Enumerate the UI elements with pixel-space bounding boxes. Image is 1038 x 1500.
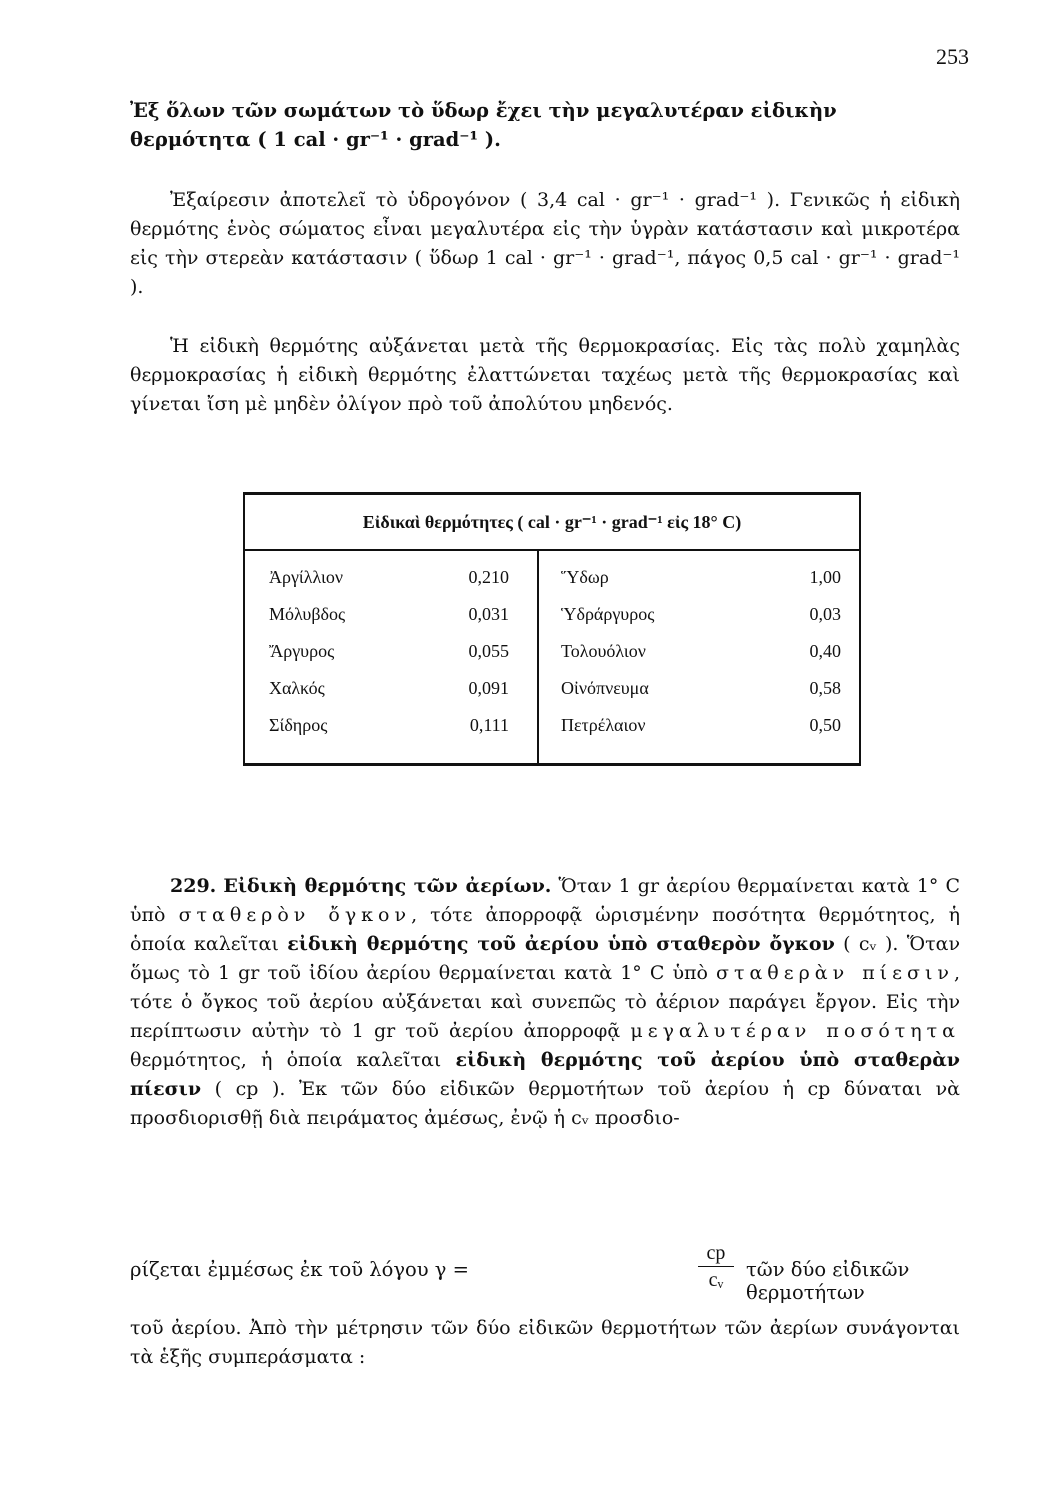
formula-after-text: τῶν δύο εἰδικῶν θερμοτήτων xyxy=(746,1258,910,1304)
substance-value: 0,210 xyxy=(468,567,509,587)
section-229-paragraph xyxy=(130,872,960,1133)
substance-value: 0,50 xyxy=(809,715,841,735)
substance-name: Σίδηρος xyxy=(269,715,328,735)
substance-value: 0,111 xyxy=(469,715,509,735)
bold-term: εἰδικὴ θερμότης τοῦ ἀερίου ὑπὸ σταθερὸν ὄγκον xyxy=(287,933,835,955)
spaced-term: σταθερὰν πίεσιν xyxy=(715,962,954,984)
section-text: ( cp ). Ἐκ τῶν δύο εἰδικῶν θερμοτήτων τοῦ ἀερίου ἡ cp δύναται νὰ προσδιορισθῇ διὰ πειράματος ἀμέσως, ἐνῷ ἡ cᵥ προσδιο- xyxy=(130,1078,960,1129)
intro-paragraph: Ἐξ ὅλων τῶν σωμάτων τὸ ὕδωρ ἔχει τὴν μεγαλυτέραν εἰδικὴν θερμότητα ( 1 cal · gr⁻¹ · grad⁻¹ ). xyxy=(130,99,837,151)
substance-value: 0,03 xyxy=(809,604,841,624)
section-text: Ὅταν 1 gr ἀερίου θερμαίνεται κατὰ 1° C ὑπὸ xyxy=(130,875,961,926)
table-row xyxy=(561,596,841,633)
table-title: Εἰδικαὶ θερμότητες ( cal · gr⁻¹ · grad⁻¹ εἰς 18° C) xyxy=(245,495,859,551)
fraction-numerator: cp xyxy=(698,1240,734,1267)
table-row xyxy=(269,559,509,596)
substance-name: Τολουόλιον xyxy=(561,641,646,661)
spaced-term: μεγαλυτέραν ποσότητα xyxy=(630,1020,960,1042)
substance-value: 0,58 xyxy=(809,678,841,698)
table-column-divider xyxy=(537,551,539,765)
table-row xyxy=(561,707,841,744)
section-heading: Εἰδικὴ θερμότης τῶν ἀερίων. xyxy=(223,875,552,897)
section-text: θερμότητος, ἡ ὁποία καλεῖται xyxy=(130,1049,456,1071)
table-row xyxy=(561,559,841,596)
formula-line xyxy=(130,1236,960,1306)
table-row xyxy=(561,670,841,707)
substance-value: 0,031 xyxy=(468,604,509,624)
substance-name: Χαλκός xyxy=(269,678,325,698)
substance-name: Ὕδωρ xyxy=(561,567,609,587)
gamma-fraction xyxy=(698,1240,734,1293)
substance-name: Πετρέλαιον xyxy=(561,715,646,735)
table-row xyxy=(269,707,509,744)
substance-value: 0,40 xyxy=(809,641,841,661)
substance-name: Ἄργυρος xyxy=(269,641,335,661)
section-number: 229. xyxy=(170,875,217,897)
final-paragraph: τοῦ ἀερίου. Ἀπὸ τὴν μέτρησιν τῶν δύο εἰδικῶν θερμοτήτων τῶν ἀερίων συνάγονται τὰ ἑξῆς συμπεράσματα : xyxy=(130,1317,960,1368)
substance-name: Οἰνόπνευμα xyxy=(561,678,649,698)
paragraph-exception: Ἐξαίρεσιν ἀποτελεῖ τὸ ὑδρογόνον ( 3,4 cal · gr⁻¹ · grad⁻¹ ). Γενικῶς ἡ εἰδικὴ θερμότης ἑνὸς σώματος εἶναι μεγαλυτέρα εἰς τὴν ὑγρὰν κατάστασιν καὶ μικροτέρα εἰς τὴν στερεὰν κατάστασιν ( ὕδωρ 1 cal · gr⁻¹ · grad⁻¹, πάγος 0,5 cal · gr⁻¹ · grad⁻¹ ). xyxy=(130,189,960,298)
page-number: 253 xyxy=(936,44,969,69)
table-row xyxy=(269,633,509,670)
paragraph-temperature: Ἡ εἰδικὴ θερμότης αὐξάνεται μετὰ τῆς θερμοκρασίας. Εἰς τὰς πολὺ χαμηλὰς θερμοκρασίας ἡ εἰδικὴ θερμότης ἐλαττώνεται ταχέως μετὰ τῆς θερμοκρασίας καὶ γίνεται ἴση μὲ μηδὲν ὀλίγον πρὸ τοῦ ἀπολύτου μηδενός. xyxy=(130,335,960,415)
fraction-denominator: cᵥ xyxy=(708,1269,724,1291)
table-body xyxy=(245,551,859,765)
section-text: , τότε ὁ ὄγκος τοῦ ἀερίου αὐξάνεται καὶ συνεπῶς τὸ ἀέριον παράγει ἔργον. Εἰς τὴν περίπτωσιν αὐτὴν τὸ 1 gr τοῦ ἀερίου ἀπορροφᾷ xyxy=(130,962,960,1042)
substance-value: 0,055 xyxy=(468,641,509,661)
spaced-term: σταθερὸν ὄγκον xyxy=(178,904,412,926)
substance-name: Ὑδράργυρος xyxy=(561,604,655,624)
table-row xyxy=(269,596,509,633)
substance-name: Μόλυβδος xyxy=(269,604,346,624)
table-row xyxy=(561,633,841,670)
table-right-column xyxy=(561,559,841,744)
section-text: ( cᵥ ). Ὅταν ὅμως τὸ 1 gr τοῦ ἰδίου ἀερίου θερμαίνεται κατὰ 1° C ὑπὸ xyxy=(130,933,961,984)
table-left-column xyxy=(269,559,509,744)
substance-value: 0,091 xyxy=(468,678,509,698)
substance-name: Ἀργίλλιον xyxy=(269,567,343,587)
formula-before-text: ρίζεται ἐμμέσως ἐκ τοῦ λόγου γ = xyxy=(130,1258,469,1281)
bold-term: εἰδικὴ θερμότης τοῦ ἀερίου ὑπὸ σταθερὰν πίεσιν xyxy=(130,1049,960,1100)
section-text: , τότε ἀπορροφᾷ ὡρισμένην ποσότητα θερμότητος, ἡ ὁποία καλεῖται xyxy=(130,904,961,955)
table-row xyxy=(269,670,509,707)
substance-value: 1,00 xyxy=(809,567,841,587)
specific-heat-table xyxy=(243,492,861,766)
